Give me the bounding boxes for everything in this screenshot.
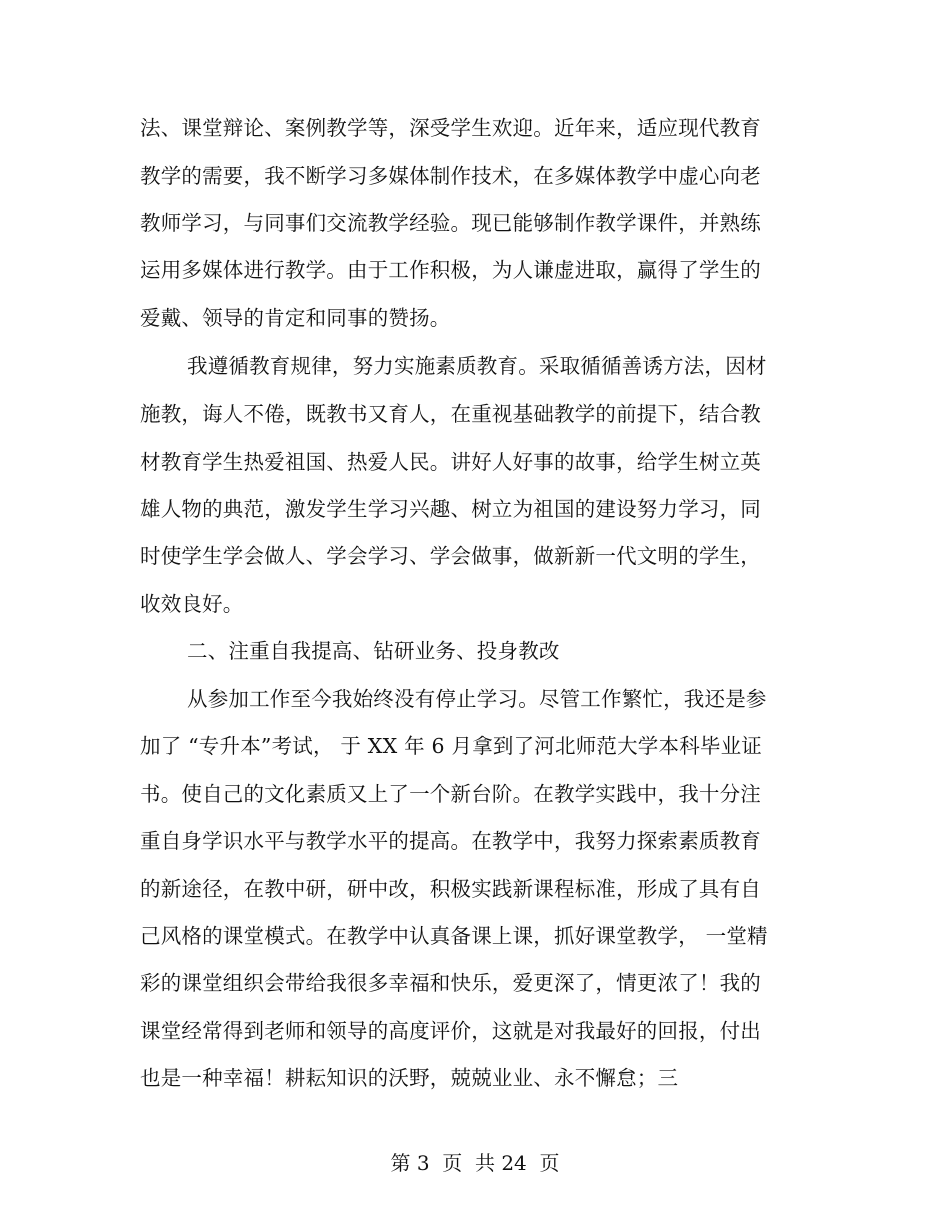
paragraph-line: 也是一种幸福！耕耘知识的沃野，兢兢业业、永不懈怠；三 — [140, 1066, 679, 1090]
paragraph-line: 彩的课堂组织会带给我很多幸福和快乐，爱更深了，情更浓了！我的 — [140, 971, 761, 995]
paragraph-line: 施教，诲人不倦，既教书又育人，在重视基础教学的前提下，结合教 — [140, 402, 761, 426]
paragraph-line: 时使学生学会做人、学会学习、学会做事，做新新一代文明的学生， — [140, 544, 761, 568]
paragraph-line: 雄人物的典范，激发学生学习兴趣、树立为祖国的建设努力学习，同 — [140, 497, 761, 521]
paragraph-line: 加了 “专升本”考试， 于 XX 年 6 月拿到了河北师范大学本科毕业证 — [140, 734, 762, 758]
paragraph-line: 教师学习，与同事们交流教学经验。现已能够制作教学课件，并熟练 — [140, 211, 761, 235]
paragraph-line: 重自身学识水平与教学水平的提高。在教学中，我努力探索素质教育 — [140, 829, 761, 853]
paragraph-line: 书。使自己的文化素质又上了一个新台阶。在教学实践中，我十分注 — [140, 782, 761, 806]
paragraph-line: 的新途径，在教中研，研中改，积极实践新课程标准，形成了具有自 — [140, 877, 761, 901]
paragraph-line: 爱戴、领导的肯定和同事的赞扬。 — [140, 306, 451, 330]
paragraph-line: 运用多媒体进行教学。由于工作积极，为人谦虚进取，赢得了学生的 — [140, 258, 761, 282]
paragraph-line: 课堂经常得到老师和领导的高度评价，这就是对我最好的回报，付出 — [140, 1019, 761, 1043]
section-heading: 二、注重自我提高、钻研业务、投身教改 — [187, 639, 560, 663]
paragraph-line: 收效良好。 — [140, 592, 244, 616]
paragraph-line: 己风格的课堂模式。在教学中认真备课上课，抓好课堂教学， 一堂精 — [140, 924, 768, 948]
page-number-footer: 第 3 页 共 24 页 — [390, 1151, 560, 1175]
paragraph-line: 我遵循教育规律，努力实施素质教育。采取循循善诱方法，因材 — [187, 354, 767, 378]
paragraph-line: 材教育学生热爱祖国、热爱人民。讲好人好事的故事，给学生树立英 — [140, 450, 761, 474]
paragraph-line: 从参加工作至今我始终没有停止学习。尽管工作繁忙，我还是参 — [187, 687, 767, 711]
paragraph-line: 教学的需要，我不断学习多媒体制作技术，在多媒体教学中虚心向老 — [140, 164, 761, 188]
paragraph-line: 法、课堂辩论、案例教学等，深受学生欢迎。近年来，适应现代教育 — [140, 116, 761, 140]
